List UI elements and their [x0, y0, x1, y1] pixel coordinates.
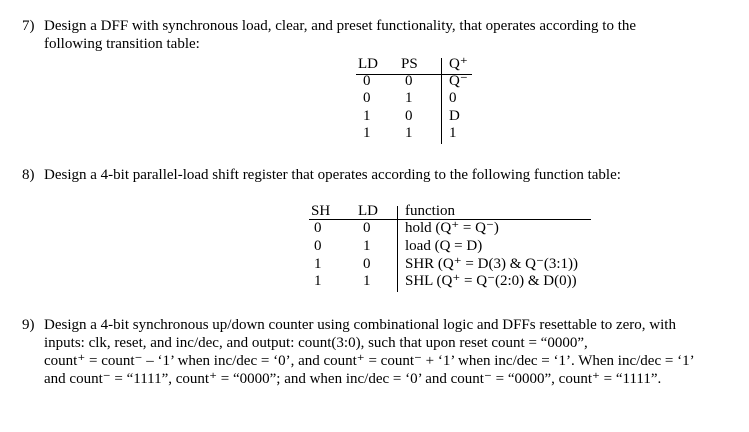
table-cell: SHL (Q⁺ = Q⁻(2:0) & D(0))	[405, 273, 577, 289]
table-cell: 1	[363, 273, 371, 289]
problem-9-number: 9)	[22, 317, 35, 333]
table-header-sh: SH	[311, 203, 331, 219]
table-cell: 0	[314, 220, 322, 236]
problem-7-line-1: Design a DFF with synchronous load, clear, and preset functionality, that operates according to the	[44, 18, 637, 34]
table-cell: 1	[405, 125, 413, 141]
table-cell: 0	[363, 256, 371, 272]
table-cell: load (Q = D)	[405, 238, 483, 254]
table-cell: 0	[363, 220, 371, 236]
table-cell: D	[449, 108, 460, 124]
table-cell: 0	[449, 90, 457, 106]
table-cell: 1	[363, 125, 371, 141]
table-cell: 0	[405, 73, 413, 89]
table-header-function: function	[405, 203, 455, 219]
table-column-divider	[397, 206, 398, 292]
table-header-ld: LD	[358, 56, 378, 72]
table-cell: 0	[363, 90, 371, 106]
table-cell: 1	[363, 238, 371, 254]
table-cell: 1	[449, 125, 457, 141]
problem-9-line-4: and count⁻ = “1111”, count⁺ = “0000”; and when inc/dec = ‘0’ and count⁻ = “0000”, count⁺ = “1111”.	[44, 371, 662, 387]
problem-9-line-2: inputs: clk, reset, and inc/dec, and output: count(3:0), such that upon reset count = “0000”,	[44, 335, 588, 351]
table-column-divider	[441, 58, 442, 144]
problem-9-line-1: Design a 4-bit synchronous up/down counter using combinational logic and DFFs resettable to zero, with	[44, 317, 676, 333]
table-cell: 1	[363, 108, 371, 124]
table-cell: 0	[405, 108, 413, 124]
problem-8-number: 8)	[22, 167, 35, 183]
problem-7-line-2: following transition table:	[44, 36, 200, 52]
table-cell: 1	[405, 90, 413, 106]
problem-8-line-1: Design a 4-bit parallel-load shift register that operates according to the following function table:	[44, 167, 621, 183]
table-cell: 0	[314, 238, 322, 254]
table-cell: 1	[314, 256, 322, 272]
table-header-ps: PS	[401, 56, 418, 72]
table-cell: 0	[363, 73, 371, 89]
problem-9-line-3: count⁺ = count⁻ – ‘1’ when inc/dec = ‘0’, and count⁺ = count⁻ + ‘1’ when inc/dec = ‘1’. When inc/dec = ‘1’	[44, 353, 695, 369]
table-header-qplus: Q⁺	[449, 56, 468, 72]
problem-7-number: 7)	[22, 18, 35, 34]
table-cell: SHR (Q⁺ = D(3) & Q⁻(3:1))	[405, 256, 579, 272]
table-cell: 1	[314, 273, 322, 289]
table-cell: hold (Q⁺ = Q⁻)	[405, 220, 499, 236]
table-header-ld: LD	[358, 203, 378, 219]
table-cell: Q⁻	[449, 73, 468, 89]
